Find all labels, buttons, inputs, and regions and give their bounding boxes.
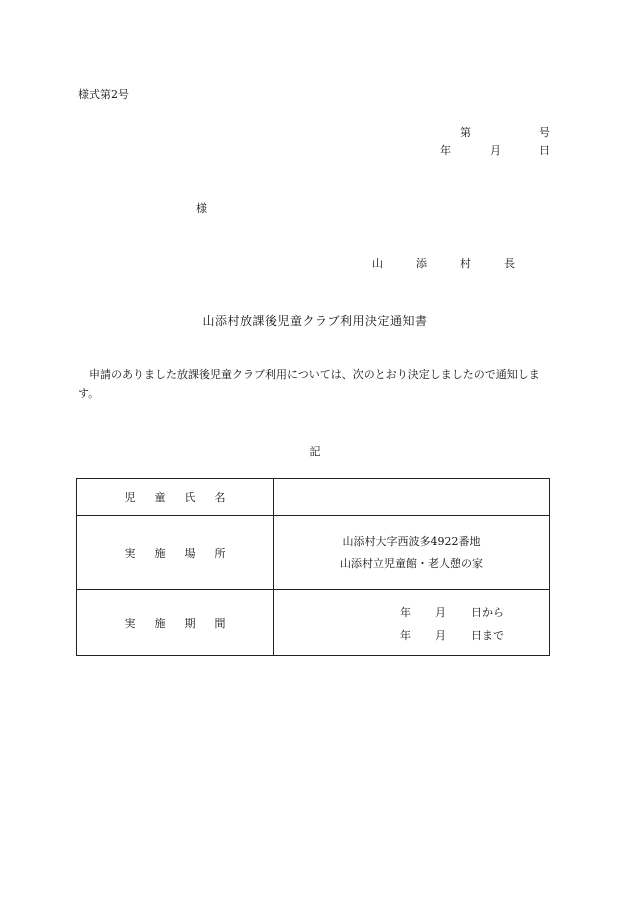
form-number: 様式第2号 xyxy=(78,88,129,101)
place-value xyxy=(274,516,550,590)
place-label: 実施場所 xyxy=(77,516,274,590)
period-to-day: 日まで xyxy=(471,629,504,642)
sender-char-2: 添 xyxy=(416,257,427,270)
period-label: 実施期間 xyxy=(77,590,274,656)
child-name-value xyxy=(274,479,550,516)
info-table xyxy=(76,478,550,656)
addressee: 様 xyxy=(196,202,207,215)
sender-char-1: 山 xyxy=(372,257,383,270)
table-row-child-name xyxy=(77,479,550,516)
period-from-day: 日から xyxy=(471,606,504,619)
body-text: 申請のありました放課後児童クラブ利用については、次のとおり決定しましたので通知します。 xyxy=(78,368,540,400)
period-from-month: 月 xyxy=(435,606,446,619)
period-to-month: 月 xyxy=(435,629,446,642)
date-year: 年 xyxy=(440,144,451,157)
doc-number-suffix: 号 xyxy=(539,126,550,139)
sender-char-3: 村 xyxy=(460,257,471,270)
period-to-year: 年 xyxy=(400,629,411,642)
date-month: 月 xyxy=(490,144,501,157)
place-address: 山添村大字西波多4922番地 xyxy=(342,534,481,548)
document-title: 山添村放課後児童クラブ利用決定通知書 xyxy=(202,314,428,328)
period-value xyxy=(274,590,550,656)
table-row-place xyxy=(77,516,550,590)
table-row-period xyxy=(77,590,550,656)
child-name-label: 児童氏名 xyxy=(77,479,274,516)
ki-heading: 記 xyxy=(309,445,321,458)
doc-number-prefix: 第 xyxy=(460,126,471,139)
sender-char-4: 長 xyxy=(504,257,515,270)
date-day: 日 xyxy=(539,144,550,157)
place-facility: 山添村立児童館・老人憩の家 xyxy=(340,556,483,570)
period-from-year: 年 xyxy=(400,606,411,619)
